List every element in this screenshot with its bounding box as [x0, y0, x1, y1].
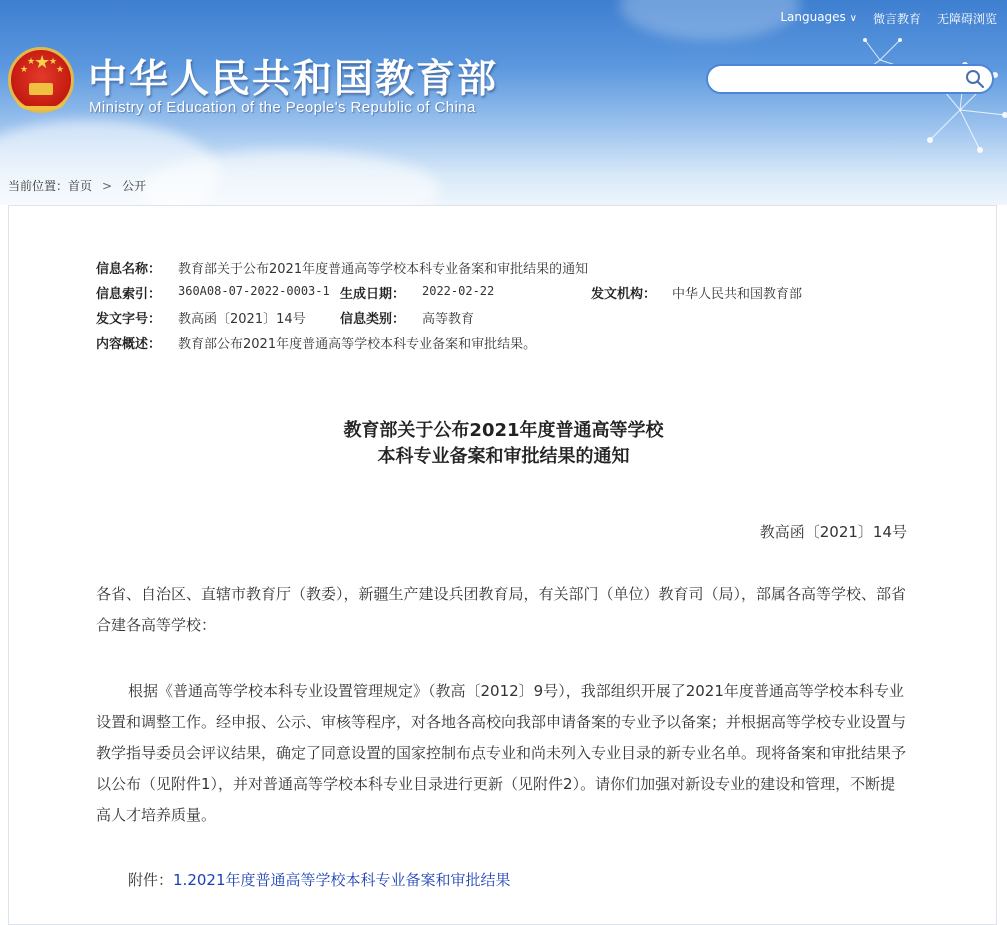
meta-row — [96, 258, 916, 283]
index-label: 信息索引： — [96, 287, 162, 302]
salutation: 各省、自治区、直辖市教育厅（教委），新疆生产建设兵团教育局，有关部门（单位）教育司（局），部属各高等学校、部省合建各高等学校： — [96, 585, 907, 634]
star-icon: ★ — [56, 65, 65, 75]
star-icon: ★ — [20, 65, 29, 75]
document-number: 教高函〔2021〕14号 — [759, 523, 907, 541]
star-icon: ★ — [34, 52, 51, 73]
index-value: 360A08-07-2022-0003-1 — [178, 284, 330, 298]
star-icon: ★ — [49, 57, 58, 67]
info-metadata — [96, 258, 916, 358]
breadcrumb — [8, 177, 146, 194]
date-label: 生成日期： — [340, 287, 406, 302]
attachment-label: 附件： — [128, 871, 174, 889]
title-line-1: 教育部关于公布2021年度普通高等学校 — [343, 420, 664, 441]
meta-row — [96, 308, 916, 333]
attachments — [128, 869, 511, 890]
search-box — [706, 64, 994, 94]
title-line-2: 本科专业备案和审批结果的通知 — [377, 446, 630, 467]
attachment-link-1[interactable]: 1.2021年度普通高等学校本科专业备案和审批结果 — [173, 871, 511, 889]
wheat-wreath-icon — [15, 96, 67, 110]
breadcrumb-home[interactable]: 首页 — [68, 179, 93, 193]
search-icon[interactable] — [965, 69, 985, 89]
issuer-value: 中华人民共和国教育部 — [672, 287, 803, 302]
breadcrumb-prefix: 当前位置： — [8, 179, 69, 193]
category-value: 高等教育 — [422, 312, 475, 327]
info-name-value: 教育部关于公布2021年度普通高等学校本科专业备案和审批结果的通知 — [178, 262, 589, 277]
date-value: 2022-02-22 — [422, 284, 495, 298]
meta-row — [96, 333, 916, 358]
tiananmen-gate-icon — [29, 83, 53, 95]
accessibility-link[interactable]: 无障碍浏览 — [936, 12, 997, 26]
header-banner — [0, 0, 1007, 205]
chevron-right-icon: > — [102, 178, 113, 193]
chevron-down-icon: ∨ — [849, 13, 857, 24]
national-emblem-icon[interactable] — [8, 47, 74, 113]
body-paragraph: 根据《普通高等学校本科专业设置管理规定》（教高〔2012〕9号），我部组织开展了2021年度普通高等学校本科专业设置和调整工作。经申报、公示、审核等程序，对各地各高校向我部申请备案的专业予以备案；并根据高等学校专业设置与教学指导委员会评议结果，确定了同意设置的国家控制布点专业和尚未列入专业目录的新专业名单。现将备案和审批结果予以公布（见附件1），并对普通高等学校本科专业目录进行更新（见附件2）。请你们加强对新设专业的建设和管理，不断提高人才培养质量。 — [96, 682, 907, 824]
dandelion-decoration — [820, 20, 1007, 200]
category-label: 信息类别： — [340, 312, 406, 327]
info-name-label: 信息名称： — [96, 262, 162, 277]
meta-row — [96, 283, 916, 308]
weiyan-link[interactable]: 微言教育 — [872, 12, 921, 26]
languages-link[interactable] — [780, 10, 857, 27]
top-links — [780, 10, 997, 27]
document-title — [0, 418, 1007, 470]
search-input[interactable] — [720, 70, 964, 90]
breadcrumb-public[interactable]: 公开 — [122, 179, 147, 193]
doc-no-label: 发文字号： — [96, 312, 162, 327]
doc-no-value: 教高函〔2021〕14号 — [178, 312, 306, 327]
site-title-en: Ministry of Education of the People's Republic of China — [89, 99, 476, 116]
summary-value: 教育部公布2021年度普通高等学校本科专业备案和审批结果。 — [178, 337, 537, 352]
star-icon: ★ — [27, 57, 36, 67]
languages-label: Languages — [780, 10, 846, 24]
cloud-decoration — [620, 0, 800, 40]
summary-label: 内容概述： — [96, 337, 162, 352]
issuer-label: 发文机构： — [591, 287, 657, 302]
site-title-cn[interactable]: 中华人民共和国教育部 — [88, 57, 499, 102]
